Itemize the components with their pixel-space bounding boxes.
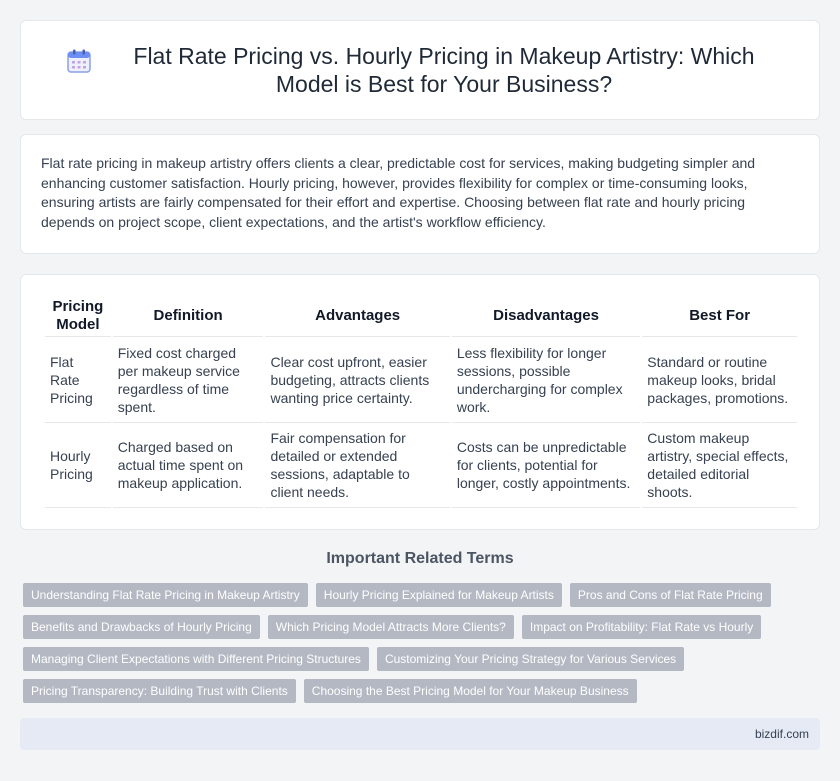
cell-model: Flat Rate Pricing [45,337,111,423]
cell-model: Hourly Pricing [45,423,111,508]
title-wrap [66,42,774,98]
title-card [20,20,820,120]
table-row [45,337,797,423]
cell-best-for: Custom makeup artistry, special effects, detailed editorial shoots. [642,423,797,508]
header-definition: Definition [113,295,264,337]
table-header-row [45,295,797,337]
calendar-icon [66,48,92,74]
cell-definition: Charged based on actual time spent on makeup application. [113,423,264,508]
header-pricing-model: Pricing Model [45,295,111,337]
related-term-tag[interactable]: Impact on Profitability: Flat Rate vs Hourly [522,615,761,639]
header-disadvantages: Disadvantages [452,295,640,337]
intro-card [20,134,820,254]
related-term-tag[interactable]: Benefits and Drawbacks of Hourly Pricing [23,615,260,639]
footer-brand[interactable]: bizdif.com [754,727,809,741]
cell-advantages: Clear cost upfront, easier budgeting, attracts clients wanting price certainty. [265,337,449,423]
footer [20,718,820,750]
tag-row [23,583,823,607]
page-title: Flat Rate Pricing vs. Hourly Pricing in Makeup Artistry: Which Model is Best for Your Business? [133,43,755,97]
related-term-tag[interactable]: Managing Client Expectations with Different Pricing Structures [23,647,369,671]
tag-row [23,647,823,671]
header-advantages: Advantages [265,295,449,337]
related-term-tag[interactable]: Which Pricing Model Attracts More Clients? [268,615,514,639]
related-terms-heading: Important Related Terms [326,550,514,567]
cell-best-for: Standard or routine makeup looks, bridal packages, promotions. [642,337,797,423]
cell-advantages: Fair compensation for detailed or extended sessions, adaptable to client needs. [265,423,449,508]
related-term-tag[interactable]: Customizing Your Pricing Strategy for Various Services [377,647,684,671]
cell-definition: Fixed cost charged per makeup service regardless of time spent. [113,337,264,423]
header-best-for: Best For [642,295,797,337]
related-term-tag[interactable]: Choosing the Best Pricing Model for Your Makeup Business [304,679,637,703]
tag-row [23,615,823,639]
comparison-table [43,295,799,508]
intro-paragraph: Flat rate pricing in makeup artistry offers clients a clear, predictable cost for services, making budgeting simpler and enhancing customer satisfaction. Hourly pricing, however, provides flexibility for complex or time-consuming looks, ensuring artists are fairly compensated for their effort and expertise. Choosing between flat rate and hourly pricing depends on project scope, client expectations, and the artist's workflow efficiency. [41,155,756,230]
related-terms-tags [23,583,823,711]
related-term-tag[interactable]: Understanding Flat Rate Pricing in Makeup Artistry [23,583,308,607]
related-term-tag[interactable]: Pros and Cons of Flat Rate Pricing [570,583,771,607]
tag-row [23,679,823,703]
comparison-table-card [20,274,820,530]
table-row [45,423,797,508]
cell-disadvantages: Less flexibility for longer sessions, possible undercharging for complex work. [452,337,640,423]
cell-disadvantages: Costs can be unpredictable for clients, potential for longer, costly appointments. [452,423,640,508]
related-term-tag[interactable]: Hourly Pricing Explained for Makeup Artists [316,583,562,607]
related-term-tag[interactable]: Pricing Transparency: Building Trust with Clients [23,679,296,703]
